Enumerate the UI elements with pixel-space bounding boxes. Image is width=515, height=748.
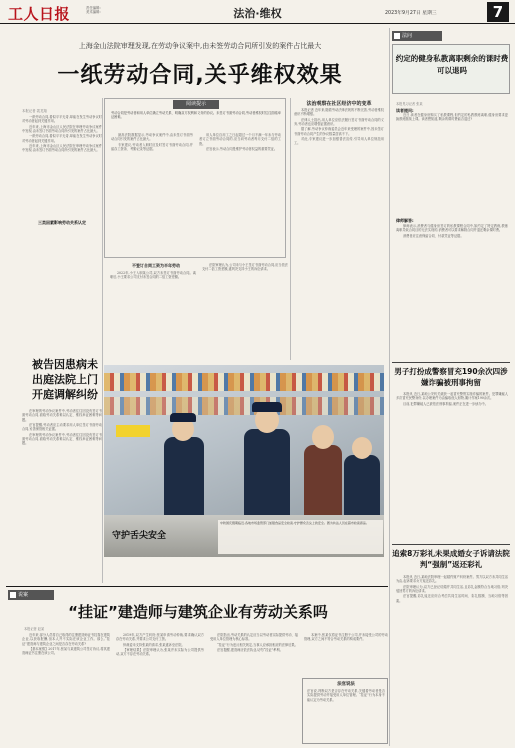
reading-tip-box: [104, 98, 286, 258]
law-column-title: 法治观察在社区经济中的变革: [306, 101, 372, 107]
paragraph: 用人单位自用工之日起超过一个月不满一年未与劳动者订立书面劳动合同的,应当向劳动者每月支付二倍的工资。: [199, 133, 281, 146]
lead-subhead: 三类因素影响劳动关系认定: [38, 220, 86, 225]
judge-comment-box: [302, 678, 388, 744]
photo-vendor: [304, 445, 342, 517]
edition-date: 2023年9月27日 星期三: [385, 11, 437, 16]
column-divider: [102, 98, 103, 583]
case-subhead: 不签订合同工资为半年劳动: [132, 263, 180, 268]
masthead-editor-line: 责任编辑:: [86, 6, 101, 10]
sidebar-headline[interactable]: 被告因患病未出庭法院上门开庭调解纠纷: [32, 358, 98, 401]
photo-shelf: [104, 397, 384, 415]
reading-tip-label: 阅读提示: [173, 100, 219, 109]
reading-tip-intro: 劳动合同是劳动者和用人单位确立劳动关系、明确双方权利和义务的协议。未签订书面劳动合同,劳动者维权时往往面临举证困难。: [111, 111, 281, 120]
paragraph: 对此,专家建议进一步加强普法宣传,引导用人单位规范用工。: [294, 136, 384, 146]
law-column-body: [294, 108, 384, 358]
paragraph: 法院审理认为,公司未与小王签订书面劳动合同,应当依法支付二倍工资差额,遂判决支持小王的诉讼请求。: [202, 263, 288, 272]
section-divider: [6, 586, 388, 587]
paragraph: “挂证”行为违反相关规定,当事人应承担相应的法律后果。: [217, 642, 298, 647]
betrothal-headline[interactable]: 追索8万彩礼未果成婚女子诉请法院判“强制”返还彩礼: [392, 549, 510, 569]
newspaper-logo: 工人日报: [8, 5, 71, 23]
paragraph: 近年来,上海市金山区人民法院在审理劳动争议案件中发现,由未签订书面劳动合同所引发的案件占比最大。: [22, 124, 102, 134]
section-divider: [392, 362, 510, 363]
paragraph: 目前,犯罪嫌疑人已被依法刑事拘留,案件正在进一步侦办中。: [403, 401, 488, 406]
paragraph: 近年来,上海市金山区人民法院在审理劳动争议案件中发现,由未签订书面劳动合同所引发的案件占比最大。: [22, 143, 102, 153]
case-body: [110, 271, 196, 361]
bottom-byline: 本报记者 赵某: [24, 627, 45, 631]
paragraph: 【审理结果】法院审理认为,张某并未实际为公司提供劳动,双方不存在劳动关系。: [116, 647, 204, 657]
bottom-column-2: [116, 633, 204, 745]
photo-sign: [116, 425, 150, 437]
lead-headline[interactable]: 一纸劳动合同,关乎维权效果: [57, 63, 343, 88]
qa-headline[interactable]: 约定的健身私教离职剩余的课时费可以退吗: [395, 54, 509, 75]
qa-question-label: 读者提问:: [396, 108, 414, 113]
paragraph: 据了解,劳动争议仲裁委员会近年来受理的案件中,因未签订书面劳动合同产生的争议数量居高不下。: [294, 127, 384, 136]
photo-caption: 中秋国庆假期临近,各地市场监管部门加强食品安全检查,守护群众舌尖上的安全。图为执法人员在超市检查商品。: [218, 520, 383, 554]
photo-shelf: [104, 373, 384, 391]
bottom-column-4: [304, 633, 388, 675]
paragraph: 法律人士指出,用人单位应依法履行签订书面劳动合同的义务,劳动者也应增强证据意识。: [294, 117, 384, 127]
paragraph: 法院指出,劳动关系的认定应当以劳动者实际提供劳动、接受用人单位管理为核心标准。: [210, 633, 298, 642]
paragraph: 近年来,部分人员将自己取得的注册建造师证书挂靠在建筑企业,以获取报酬,但本人并不实际在该企业工作。那么,“挂证”建造师与建筑企业之间是否存在劳动关系?: [22, 633, 110, 646]
paragraph: 法官提醒,劳动者应主动要求用人单位签订书面劳动合同,妥善保管相关证据。: [22, 423, 102, 432]
judge-comment-body: 法官说,判断双方是否存在劳动关系,关键看劳动者是否实际提供劳动并接受用人单位管理。“挂证”行为本身不能认定为劳动关系。: [307, 689, 385, 702]
photo-officer-head: [352, 437, 372, 459]
paragraph: 一纸劳动合同,看似平平无奇,却能在发生劳动争议时对劳动者起到关键作用。: [22, 134, 102, 143]
lead-byline: 本报记者 裴龙翔: [22, 109, 47, 113]
qa-byline: 本报见习记者 张某: [396, 102, 423, 106]
lead-kicker: 上海金山法院审理发现,在劳动争议案中,由未签劳动合同所引发的案件占比最大: [78, 42, 322, 50]
bottom-column-1: [22, 633, 110, 745]
paragraph: 专家建议,劳动者入职时应及时签订书面劳动合同,并留存工资条、考勤记录等证据。: [111, 142, 193, 152]
paragraph: 在审理的劳动争议案件中,劳动者往往因没有签订书面劳动合同,面临劳动关系难以认定、维权举证困难等问题。: [22, 409, 102, 422]
masthead: [0, 0, 515, 24]
betrothal-body: [396, 575, 508, 743]
paragraph: 本案中,张某仅将证书注册于公司,并未接受公司的劳动管理,双方之间不符合劳动关系的构成要件。: [304, 633, 388, 642]
case-body-2: [202, 263, 288, 361]
bottom-column-3: [210, 633, 298, 745]
qa-answer-label: 律师解答:: [396, 218, 414, 223]
paragraph: 近日,读者在健身房购买了私教课程,但约定的私教教练离职,健身房要求更换教练继续上课。读者想知道,剩余的课时费能否退还?: [396, 113, 508, 122]
bottom-headline[interactable]: “挂证”建造师与建筑企业有劳动关系吗: [68, 603, 328, 621]
paragraph: 2022年,小王入职某公司,双方未签订书面劳动合同。离职后,小王要求公司支付未签合同的二倍工资差额。: [110, 271, 196, 280]
paragraph: 法院审理认为,双方已登记结婚并共同生活,且彩礼金额符合当地习俗,判决驳回男方的诉讼请求。: [396, 584, 508, 594]
masthead-editor-line: 美术编辑:: [86, 10, 101, 15]
column-divider: [290, 98, 291, 360]
lead-body: [22, 115, 102, 355]
paragraph: 法官提醒,建造师应依法执业,切勿“挂证”牟利。: [217, 647, 283, 652]
qa-question-body: [396, 113, 508, 213]
photo-officer-cap: [252, 402, 282, 412]
paragraph: 仲裁委未支持张某的请求,张某遂诉至法院。: [123, 642, 185, 647]
tag-square-icon: [10, 592, 16, 598]
paragraph: 在审理的劳动争议案件中,劳动者往往因没有签订书面劳动合同,面临劳动关系难以认定、维权举证困难等问题。: [22, 432, 102, 446]
paragraph: 【基本案情】2017年,张某与某建筑公司签订协议,将其建造师证书注册在该公司。: [22, 647, 110, 656]
paragraph: 法官提醒,彩礼返还应综合考虑共同生活时间、彩礼数额、当地习俗等因素。: [396, 594, 508, 603]
paragraph: 律师表示,消费者与健身房签订的私教课程合同中,如约定了特定教练,教练离职导致合同目的无法实现的,消费者可以要求解除合同并退还剩余课时费。: [396, 224, 508, 233]
photo-caption-title: 守护舌尖安全: [112, 531, 167, 541]
paragraph: 本报记者 近年来,随着劳动法律法规的不断完善,劳动者维权意识不断增强。: [294, 108, 384, 117]
paragraph: 消费者应注意保留合同、付款凭证等证据。: [403, 233, 464, 238]
fraud-headline[interactable]: 男子打扮成警察冒充190余次四涉嫌诈骗被刑事拘留: [394, 367, 508, 387]
page-number: 7: [487, 2, 509, 22]
photo-officer: [164, 437, 204, 517]
section-tag-fawen: 法问: [392, 31, 442, 41]
paragraph: 2019年,双方产生纠纷,张某申请劳动仲裁,要求确认双方存在劳动关系,并要求公司支付工资。: [116, 633, 204, 642]
tag-square-icon: [394, 33, 400, 39]
qa-answer-body: [396, 224, 508, 344]
judge-comment-label: 法官说法: [337, 682, 355, 687]
qa-headline-box: [392, 44, 510, 94]
paragraph: 最高法院数据显示,劳动争议案件中,由未签订书面劳动合同引发的案件占比最大。: [111, 133, 193, 142]
section-tag-shuoan: 说案: [8, 590, 54, 600]
reading-tip-body: [111, 133, 193, 253]
paragraph: 本报讯 近日,某地公安机关破获一起冒充警察实施诈骗的案件。犯罪嫌疑人多次冒充民警身份,以办理案件为由骗取他人财物,累计作案190余次。: [396, 392, 508, 401]
fraud-body: [396, 392, 508, 532]
section-divider: [392, 544, 510, 545]
column-divider: [389, 28, 390, 746]
photo-vendor-head: [312, 425, 334, 449]
paragraph: 一纸劳动合同,看似平平无奇,却能在发生劳动争议时对劳动者起到关键作用。: [22, 115, 102, 124]
photo-officer-cap: [170, 413, 196, 422]
photo-officer: [344, 455, 380, 519]
sidebar-body: [22, 409, 102, 589]
reading-tip-body-2: [199, 133, 281, 253]
photo-officer: [244, 429, 290, 519]
paragraph: 法官表示,劳动合同是维护劳动者权益的重要凭证。: [206, 147, 278, 152]
paragraph: 本报讯 近日,某地法院审理一起婚约财产纠纷案件。男方以双方未共同生活为由,起诉要求女方返还彩礼。: [396, 575, 508, 584]
section-title: 法治·维权: [233, 7, 282, 20]
